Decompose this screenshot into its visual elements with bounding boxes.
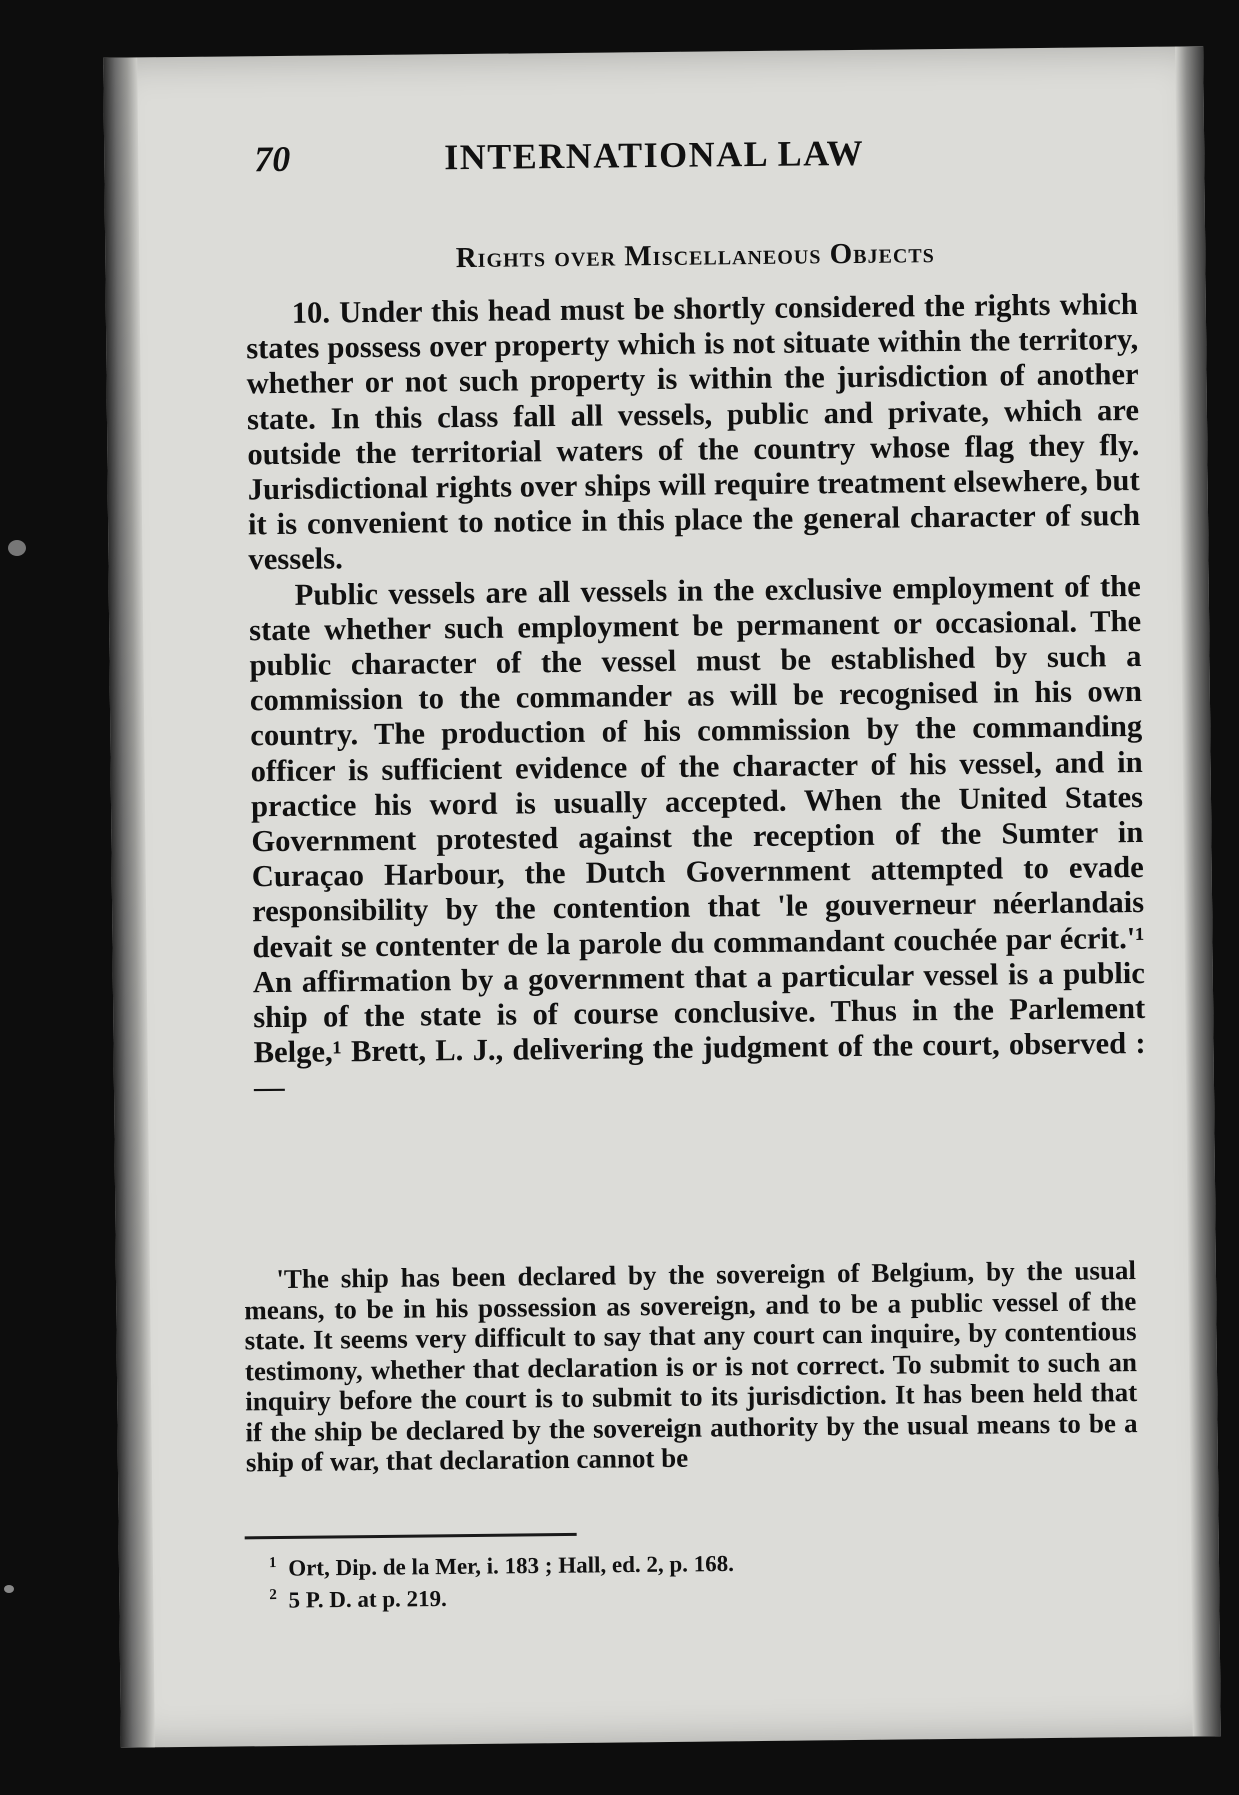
page-right-edge: [1175, 46, 1221, 1736]
paragraph: Public vessels are all vessels in the exclusive employment of the state whether such employment be permanent or occasional. The public character of the vessel must be established by such a commission to the commander as will be recognised in his own country. The production of his commission by the commanding officer is sufficient evidence of the character of his vessel, and in practice his word is usually accepted. When the United States Government protested against the reception of the Sumter in Curaçao Harbour, the Dutch Government attempted to evade responsibility by the contention that 'le gouverneur néerlandais devait se contenter de la parole du commandant couchée par écrit.'¹ An affirmation by a government that a particular vessel is a public ship of the state is of course conclusive. Thus in the Parlement Belge,¹ Brett, L. J., delivering the judgment of the court, observed :—: [249, 568, 1146, 1105]
scan-blemish: [8, 540, 26, 556]
section-heading: Rights over Miscellaneous Objects: [455, 237, 935, 275]
quote-paragraph: 'The ship has been declared by the sovereign of Belgium, by the usual means, to be in his possession as sovereign, and to be a public vessel of the state. It seems very difficult to say that any court can inquire, by contentious testimony, whether that declaration is or is not correct. To submit to such an inquiry before the court is to submit to its jurisdiction. It has been held that if the ship be declared by the sovereign authority by the usual means to be a ship of war, that declaration cannot be: [244, 1255, 1138, 1478]
page-header: [254, 130, 1075, 199]
footnote-mark: 2: [269, 1586, 277, 1603]
footnote-text: 5 P. D. at p. 219.: [288, 1585, 447, 1613]
block-quote: [244, 1255, 1138, 1478]
page-binding-gutter: [103, 57, 155, 1747]
scan-blemish: [4, 1585, 14, 1593]
book-page: [103, 46, 1221, 1747]
body-text: [246, 287, 1146, 1106]
footnote-text: Ort, Dip. de la Mer, i. 183 ; Hall, ed. 2, p. 168.: [288, 1550, 735, 1581]
paragraph: 10. Under this head must be shortly considered the rights which states possess over property which is not situate within the territory, whether or not such property is within the jurisdiction of another state. In this class fall all vessels, public and private, which are outside the territorial waters of the country whose flag they fly. Jurisdictional rights over ships will require treatment elsewhere, but it is convenient to notice in this place the general character of such vessels.: [246, 286, 1141, 577]
footnote-mark: 1: [268, 1555, 277, 1572]
footnote-divider: [245, 1533, 577, 1539]
running-head: INTERNATIONAL LAW: [444, 132, 865, 178]
page-number: 70: [254, 138, 291, 180]
footnotes: [269, 1542, 1070, 1614]
